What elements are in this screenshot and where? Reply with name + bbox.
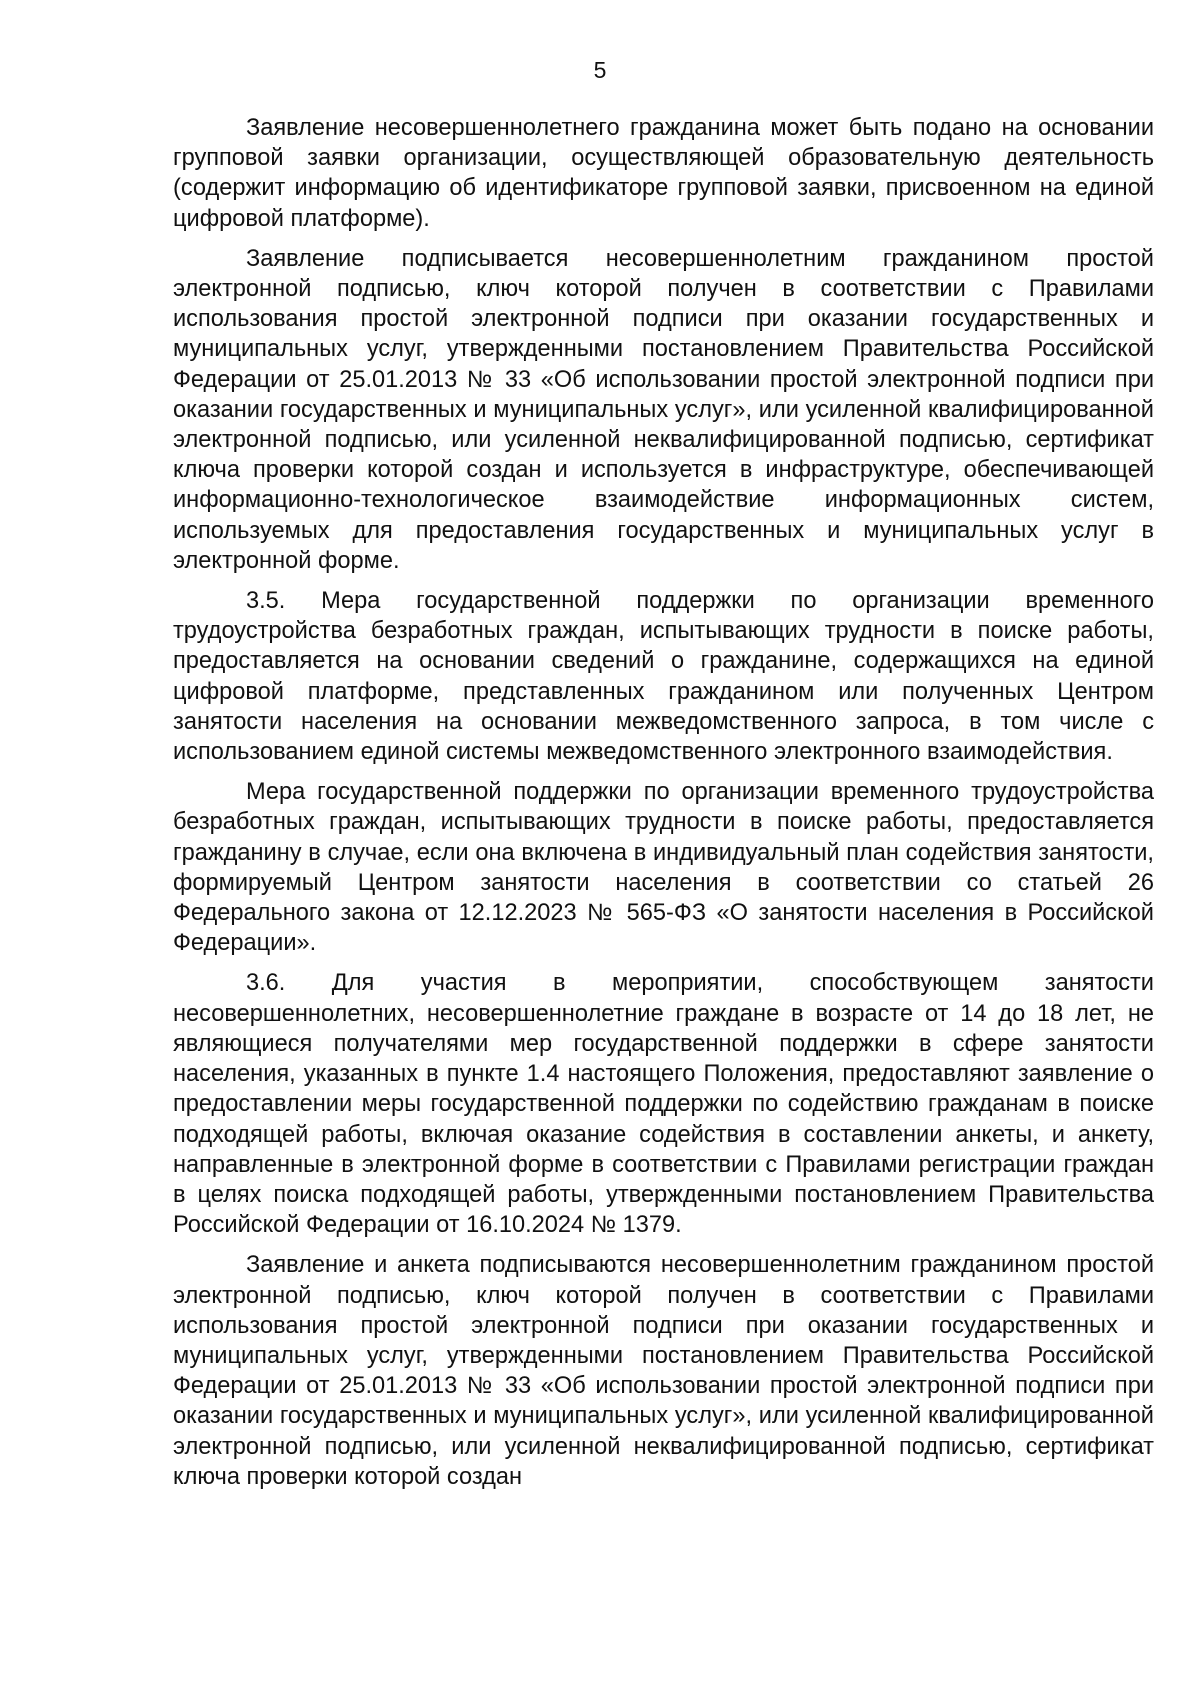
document-body xyxy=(173,113,1154,1502)
paragraph-support-measure: Мера государственной поддержки по организации временного трудоустройства безработных граждан, испытывающих трудности в поиске работы, предоставляется гражданину в случае, если она включена в индивидуальный план содействия занятости, формируемый Центром занятости населения в соответствии со статьей 26 Федерального закона от 12.12.2023 № 565-ФЗ «О занятости населения в Российской Федерации». xyxy=(173,779,1154,957)
paragraph-group-application: Заявление несовершеннолетнего гражданина может быть подано на основании групповой заявки организации, осуществляющей образовательную деятельность (содержит информацию об идентификаторе групповой заявки, присвоенном на единой цифровой платформе). xyxy=(173,115,1154,232)
paragraph-3-5: 3.5. Мера государственной поддержки по организации временного трудоустройства безработных граждан, испытывающих трудности в поиске работы, предоставляется на основании сведений о гражданине, содержащихся на единой цифровой платформе, представленных гражданином или полученных Центром занятости населения на основании межведомственного запроса, в том числе с использованием единой системы межведомственного электронного взаимодействия. xyxy=(173,588,1154,766)
page-number: 5 xyxy=(593,57,607,83)
paragraph-signature-rules: Заявление подписывается несовершеннолетним гражданином простой электронной подписью, ключ которой получен в соответствии с Правилами использования простой электронной подписи при оказании государственных и муниципальных услуг, утвержденными постановлением Правительства Российской Федерации от 25.01.2013 № 33 «Об использовании простой электронной подписи при оказании государственных и муниципальных услуг», или усиленной квалифицированной электронной подписью, или усиленной неквалифицированной подписью, сертификат ключа проверки которой создан и используется в инфраструктуре, обеспечивающей информационно-технологическое взаимодействие информационных систем, используемых для предоставления государственных и муниципальных услуг в электронной форме. xyxy=(173,245,1154,574)
paragraph-3-6: 3.6. Для участия в мероприятии, способствующем занятости несовершеннолетних, несовершеннолетние граждане в возрасте от 14 до 18 лет, не являющиеся получателями мер государственной поддержки в сфере занятости населения, указанных в пункте 1.4 настоящего Положения, предоставляют заявление о предоставлении меры государственной поддержки по содействию гражданам в поиске подходящей работы, включая оказание содействия в составлении анкеты, и анкету, направленные в электронной форме в соответствии с Правилами регистрации граждан в целях поиска подходящей работы, утвержденными постановлением Правительства Российской Федерации от 16.10.2024 № 1379. xyxy=(173,970,1154,1239)
paragraph-application-and-form: Заявление и анкета подписываются несовершеннолетним гражданином простой электронной подписью, ключ которой получен в соответствии с Правилами использования простой электронной подписи при оказании государственных и муниципальных услуг, утвержденными постановлением Правительства Российской Федерации от 25.01.2013 № 33 «Об использовании простой электронной подписи при оказании государственных и муниципальных услуг», или усиленной квалифицированной электронной подписью, или усиленной неквалифицированной подписью, сертификат ключа проверки которой создан xyxy=(173,1252,1154,1490)
